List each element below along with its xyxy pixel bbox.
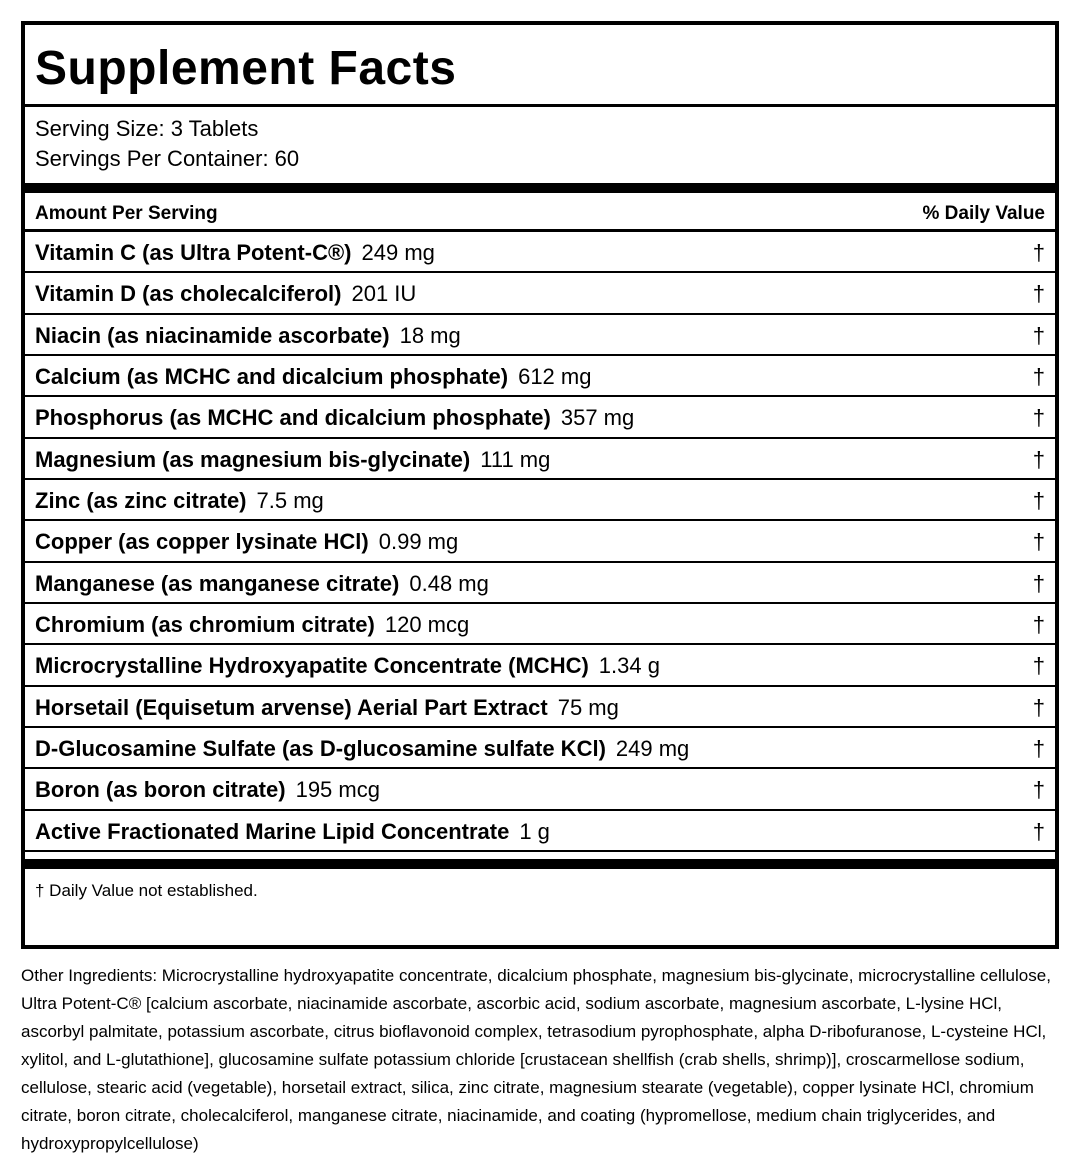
nutrient-amount: 120 mcg bbox=[384, 612, 470, 638]
nutrient-amount: 357 mg bbox=[560, 405, 635, 431]
nutrient-name bbox=[35, 728, 689, 769]
nutrient-row bbox=[25, 811, 1055, 852]
nutrient-name bbox=[35, 521, 458, 562]
daily-value-marker: † bbox=[1032, 281, 1045, 307]
nutrient-name-text: Vitamin C (as Ultra Potent-C®) bbox=[35, 240, 352, 265]
nutrient-amount: 201 IU bbox=[351, 281, 417, 307]
servings-per-container: Servings Per Container: 60 bbox=[35, 146, 300, 171]
nutrient-rows bbox=[25, 232, 1055, 852]
nutrient-amount: 7.5 mg bbox=[256, 488, 324, 514]
nutrient-row bbox=[25, 315, 1055, 356]
nutrient-name-text: Vitamin D (as cholecalciferol) bbox=[35, 281, 342, 307]
nutrient-name bbox=[35, 439, 550, 480]
nutrient-amount: 612 mg bbox=[518, 364, 592, 390]
nutrient-row bbox=[25, 728, 1055, 769]
title-divider bbox=[25, 104, 1055, 107]
nutrient-name bbox=[35, 232, 435, 273]
nutrient-name-text: Calcium (as MCHC and dicalcium phosphate) bbox=[35, 364, 509, 390]
nutrient-name-text: Copper (as copper lysinate HCl) bbox=[35, 529, 369, 555]
daily-value-marker: † bbox=[1032, 240, 1045, 265]
daily-value-marker: † bbox=[1032, 570, 1045, 596]
nutrient-row bbox=[25, 521, 1055, 562]
nutrient-name bbox=[35, 687, 619, 728]
nutrient-amount: 0.48 mg bbox=[409, 570, 489, 596]
nutrient-amount: 1 g bbox=[519, 818, 550, 844]
nutrient-row bbox=[25, 604, 1055, 645]
daily-value-marker: † bbox=[1032, 653, 1045, 679]
daily-value-marker: † bbox=[1032, 529, 1045, 555]
other-ingredients: Other Ingredients: Microcrystalline hydroxyapatite concentrate, dicalcium phosphate, magnesium bis-glycinate, microcrystalline cellulose, Ultra Potent-C® [calcium ascorbate, niacinamide ascorbate, ascorbic acid, sodium ascorbate, magnesium ascorbate, L-lysine HCl, ascorbyl palmitate, potassium ascorbate, citrus bioflavonoid complex, tetrasodium pyrophosphate, alpha D-ribofuranose, L-cysteine HCl, xylitol, and L-glutathione], glucosamine sulfate potassium chloride [crustacean shellfish (crab shells, shrimp)], croscarmellose sodium, cellulose, stearic acid (vegetable), horsetail extract, silica, zinc citrate, magnesium stearate (vegetable), copper lysinate HCl, chromium citrate, boron citrate, cholecalciferol, manganese citrate, niacinamide, and coating (hypromellose, medium chain triglycerides, and hydroxypropylcellulose) bbox=[21, 966, 1051, 1153]
nutrient-row bbox=[25, 439, 1055, 480]
daily-value-marker: † bbox=[1032, 818, 1045, 844]
nutrient-name bbox=[35, 397, 634, 438]
daily-value-marker: † bbox=[1032, 446, 1045, 472]
nutrient-name bbox=[35, 769, 380, 810]
daily-value-marker: † bbox=[1032, 736, 1045, 762]
daily-value-marker: † bbox=[1032, 364, 1045, 390]
nutrient-name bbox=[35, 480, 324, 521]
nutrient-name-text: Zinc (as zinc citrate) bbox=[35, 488, 247, 514]
serving-size: Serving Size: 3 Tablets bbox=[35, 116, 259, 141]
nutrient-name-text: Manganese (as manganese citrate) bbox=[35, 570, 400, 596]
nutrient-row bbox=[25, 769, 1055, 810]
nutrient-name bbox=[35, 356, 591, 397]
nutrient-row bbox=[25, 273, 1055, 314]
nutrient-name bbox=[35, 645, 660, 686]
nutrient-amount: 195 mcg bbox=[295, 777, 380, 803]
nutrient-amount: 0.99 mg bbox=[378, 529, 459, 555]
nutrient-amount: 75 mg bbox=[557, 694, 619, 720]
footnote: † Daily Value not established. bbox=[35, 881, 258, 900]
nutrient-amount: 249 mg bbox=[361, 240, 435, 265]
thick-divider-bottom bbox=[25, 859, 1055, 869]
nutrient-name-text: D-Glucosamine Sulfate (as D-glucosamine sulfate KCl) bbox=[35, 736, 606, 762]
daily-value-marker: † bbox=[1032, 488, 1045, 514]
nutrient-amount: 18 mg bbox=[399, 322, 461, 348]
nutrient-name bbox=[35, 563, 489, 604]
amount-per-serving-header: Amount Per Serving bbox=[35, 203, 218, 224]
column-header bbox=[25, 197, 1055, 231]
nutrient-name bbox=[35, 604, 469, 645]
nutrient-amount: 249 mg bbox=[615, 736, 690, 762]
nutrient-row bbox=[25, 232, 1055, 273]
nutrient-name bbox=[35, 315, 461, 356]
nutrient-name-text: Phosphorus (as MCHC and dicalcium phosphate) bbox=[35, 405, 551, 431]
nutrient-row bbox=[25, 356, 1055, 397]
nutrient-row bbox=[25, 645, 1055, 686]
nutrient-row bbox=[25, 563, 1055, 604]
nutrient-row bbox=[25, 397, 1055, 438]
nutrient-row bbox=[25, 687, 1055, 728]
nutrient-name-text: Active Fractionated Marine Lipid Concentrate bbox=[35, 818, 510, 844]
daily-value-marker: † bbox=[1032, 405, 1045, 431]
supplement-facts-panel bbox=[21, 21, 1059, 949]
nutrient-name bbox=[35, 273, 416, 314]
nutrient-name-text: Boron (as boron citrate) bbox=[35, 777, 286, 803]
nutrient-amount: 111 mg bbox=[480, 446, 551, 472]
nutrient-row bbox=[25, 480, 1055, 521]
thick-divider-top bbox=[25, 183, 1055, 193]
nutrient-name bbox=[35, 811, 550, 852]
panel-title: Supplement Facts bbox=[35, 42, 457, 95]
daily-value-marker: † bbox=[1032, 694, 1045, 720]
nutrient-name-text: Horsetail (Equisetum arvense) Aerial Part Extract bbox=[35, 694, 548, 720]
nutrient-amount: 1.34 g bbox=[598, 653, 660, 679]
nutrient-name-text: Niacin (as niacinamide ascorbate) bbox=[35, 322, 390, 348]
daily-value-marker: † bbox=[1032, 322, 1045, 348]
nutrient-name-text: Magnesium (as magnesium bis-glycinate) bbox=[35, 446, 471, 472]
nutrient-name-text: Microcrystalline Hydroxyapatite Concentrate (MCHC) bbox=[35, 653, 589, 679]
daily-value-header: % Daily Value bbox=[922, 203, 1045, 224]
nutrient-name-text: Chromium (as chromium citrate) bbox=[35, 612, 375, 638]
daily-value-marker: † bbox=[1032, 612, 1045, 638]
daily-value-marker: † bbox=[1032, 777, 1045, 803]
